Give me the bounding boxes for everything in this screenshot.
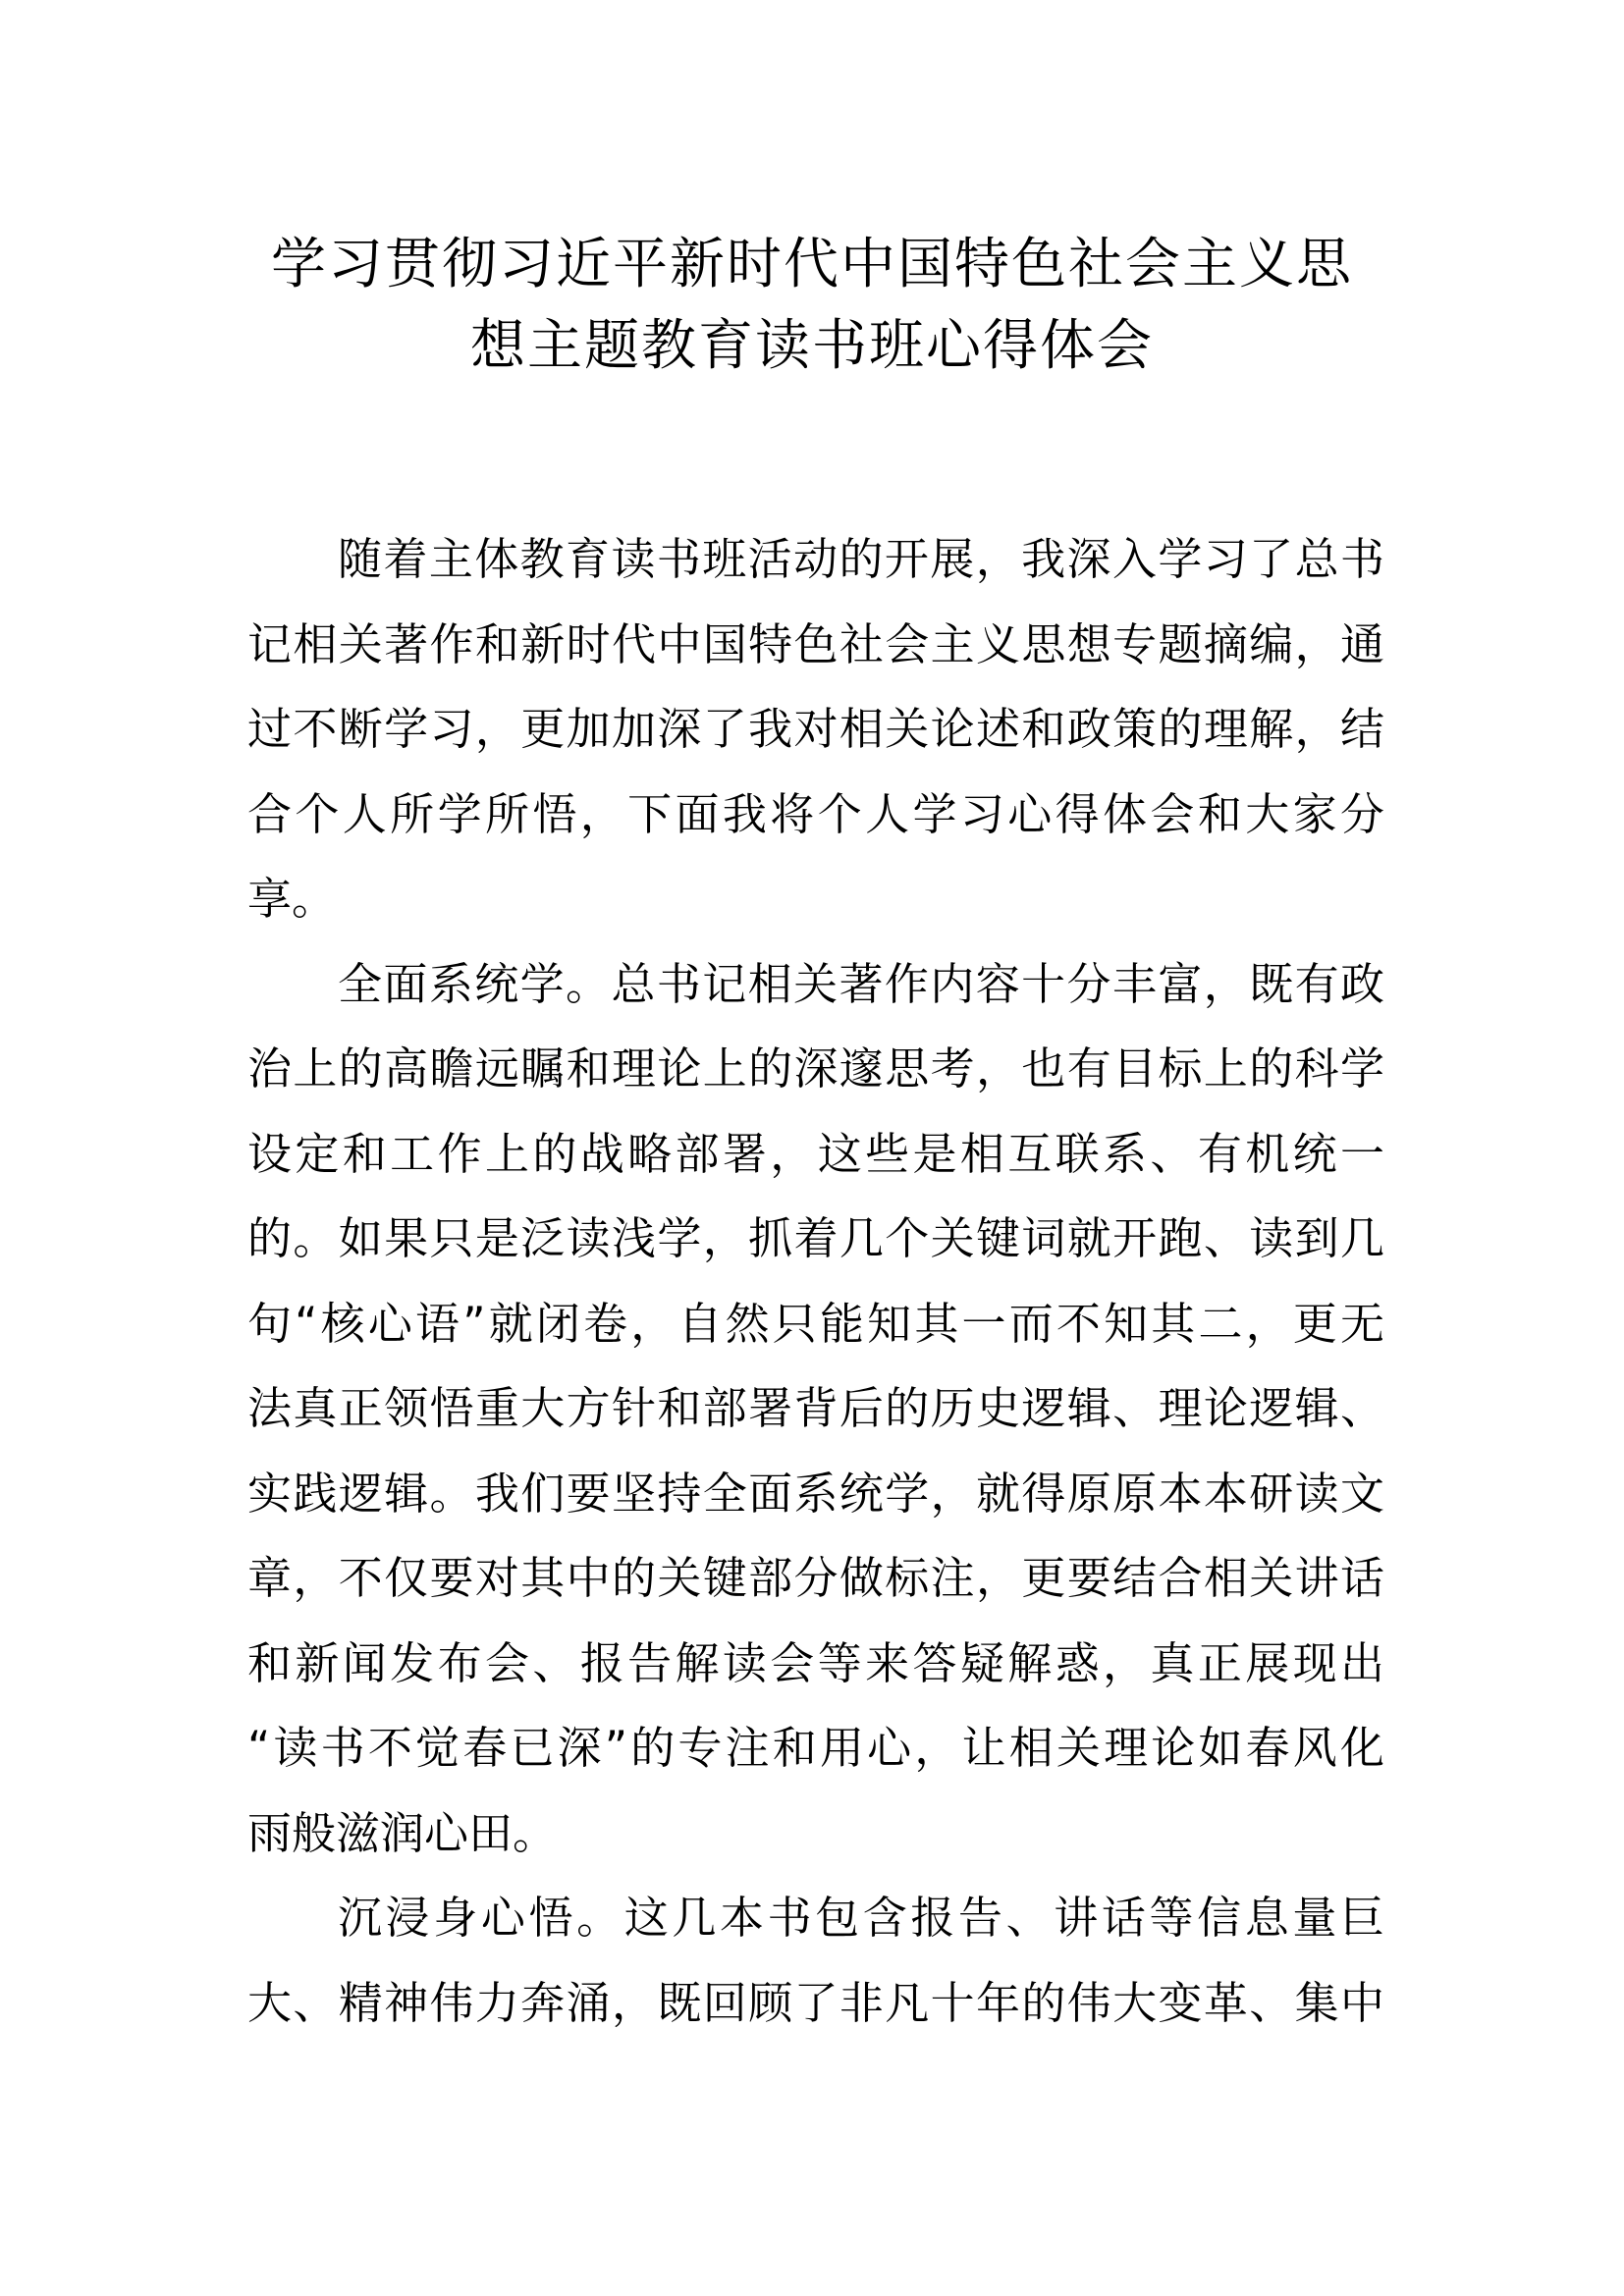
paragraph-1 xyxy=(247,517,1384,942)
text-line: 沉浸身心悟。这几本书包含报告、讲话等信息量巨 xyxy=(338,1892,1384,1944)
title-line: 想主题教育读书班心得体会 xyxy=(470,314,1154,378)
paragraph-3 xyxy=(247,1876,1384,2046)
text-line: 全面系统学。总书记相关著作内容十分丰富，既有政 xyxy=(338,957,1384,1010)
title-line: 学习贯彻习近平新时代中国特色社会主义思 xyxy=(271,233,1353,296)
text-line: 实践逻辑。我们要坚持全面系统学，就得原原本本研读文 xyxy=(247,1467,1384,1520)
text-line: 享。 xyxy=(247,873,337,925)
text-line: 章，不仅要对其中的关键部分做标注，更要结合相关讲话 xyxy=(247,1552,1384,1604)
text-line: 随着主体教育读书班活动的开展，我深入学习了总书 xyxy=(338,533,1384,585)
text-line: 过不断学习，更加加深了我对相关论述和政策的理解，结 xyxy=(247,703,1384,755)
document-body xyxy=(247,517,1384,2046)
text-line: 治上的高瞻远瞩和理论上的深邃思考，也有目标上的科学 xyxy=(247,1042,1384,1095)
document-title xyxy=(0,224,1624,387)
text-line: 句“核心语”就闭卷，自然只能知其一而不知其二，更无 xyxy=(247,1297,1384,1350)
text-line: 设定和工作上的战略部署，这些是相互联系、有机统一 xyxy=(247,1127,1384,1180)
paragraph-2 xyxy=(247,942,1384,1877)
text-line: 的。如果只是泛读浅学，抓着几个关键词就开跑、读到几 xyxy=(247,1212,1384,1264)
text-line: 大、精神伟力奔涌，既回顾了非凡十年的伟大变革、集中 xyxy=(247,1976,1384,2029)
text-line: 记相关著作和新时代中国特色社会主义思想专题摘编，通 xyxy=(247,617,1384,670)
text-line: 和新闻发布会、报告解读会等来答疑解惑，真正展现出 xyxy=(247,1636,1384,1689)
text-line: 雨般滋润心田。 xyxy=(247,1806,558,1859)
text-line: 合个人所学所悟，下面我将个人学习心得体会和大家分 xyxy=(247,787,1384,840)
text-line: “读书不觉春已深”的专注和用心，让相关理论如春风化 xyxy=(247,1722,1384,1774)
text-line: 法真正领悟重大方针和部署背后的历史逻辑、理论逻辑、 xyxy=(247,1382,1384,1434)
